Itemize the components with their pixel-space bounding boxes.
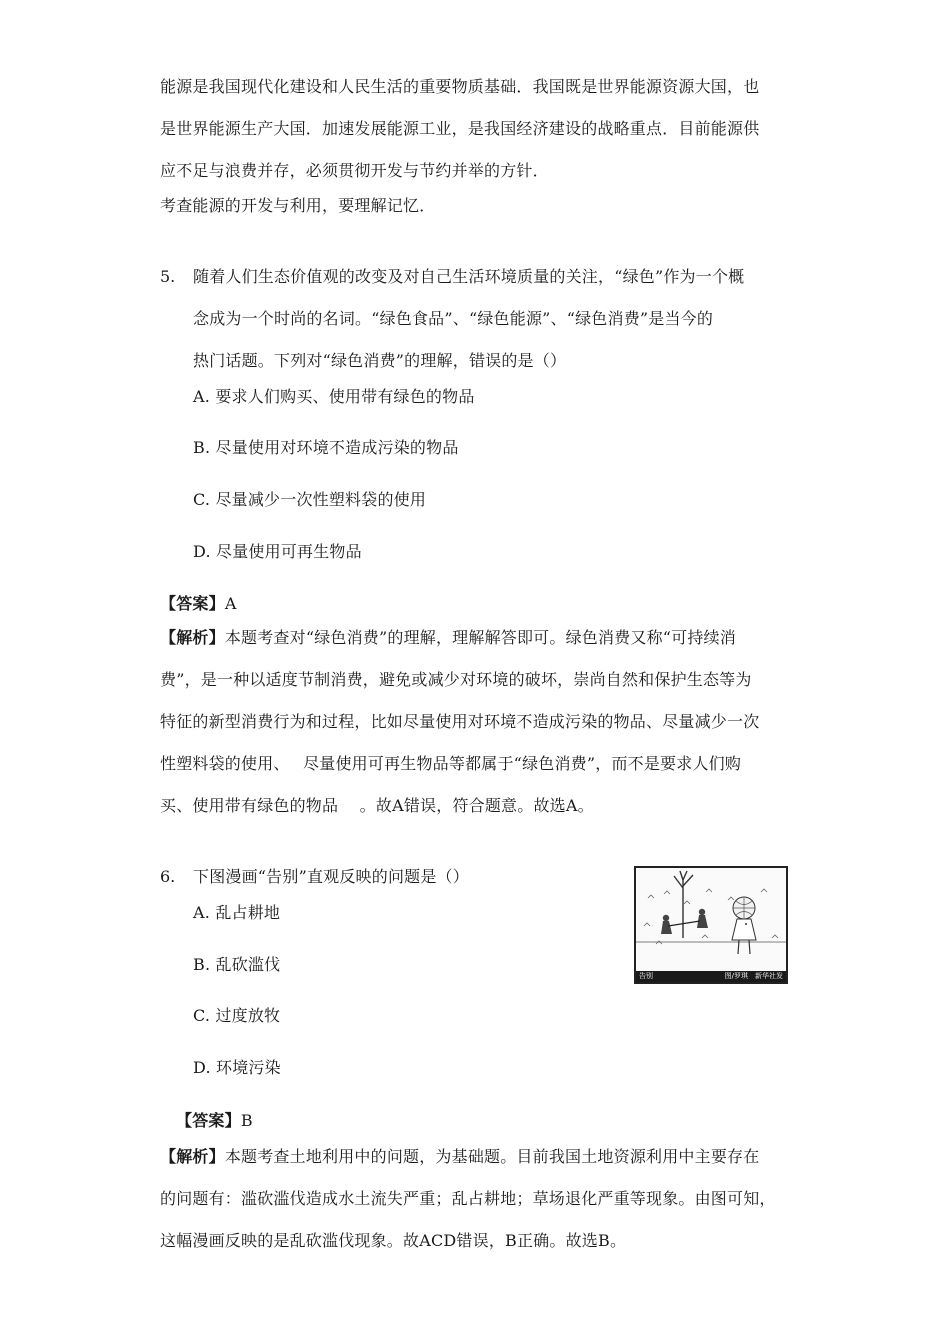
- intro-line-4: 考查能源的开发与利用，要理解记忆．: [160, 196, 436, 215]
- question-5-analysis-line-2: 费”，是一种以适度节制消费，避免或减少对环境的破坏，崇尚自然和保护生态等为: [160, 670, 752, 689]
- analysis-text: 本题考查对“绿色消费”的理解，理解解答即可。绿色消费又称“可持续消: [224, 628, 736, 647]
- question-5-option-c: C. 尽量减少一次性塑料袋的使用: [193, 490, 427, 509]
- question-6-stem: 下图漫画“告别”直观反映的问题是（）: [193, 867, 469, 886]
- question-5-analysis-line-5: 买、使用带有绿色的物品 。故A错误，符合题意。故选A。: [160, 796, 594, 815]
- question-5-option-b: B. 尽量使用对环境不造成污染的物品: [193, 438, 459, 457]
- answer-label: 【答案】: [160, 594, 225, 613]
- intro-line-1: 能源是我国现代化建设和人民生活的重要物质基础．我国既是世界能源资源大国，也: [160, 77, 760, 96]
- question-6-option-b: B. 乱砍滥伐: [193, 955, 281, 974]
- analysis-label: 【解析】: [160, 1147, 225, 1166]
- question-6-number: 6.: [160, 867, 176, 886]
- intro-line-2: 是世界能源生产大国．加速发展能源工业，是我国经济建设的战略重点．目前能源供: [160, 119, 760, 138]
- question-5-analysis-line-3: 特征的新型消费行为和过程，比如尽量使用对环境不造成污染的物品、尽量减少一次: [160, 712, 760, 731]
- answer-value: B: [240, 1111, 253, 1130]
- analysis-label: 【解析】: [160, 628, 225, 647]
- question-6-answer: [176, 1111, 253, 1131]
- question-6-analysis-line-2: 的问题有：滥砍滥伐造成水土流失严重；乱占耕地；草场退化严重等现象。由图可知，: [160, 1189, 776, 1208]
- question-6-analysis-line-3: 这幅漫画反映的是乱砍滥伐现象。故ACD错误，B正确。故选B。: [160, 1231, 627, 1250]
- intro-line-3: 应不足与浪费并存，必须贯彻开发与节约并举的方针．: [160, 161, 549, 180]
- cartoon-caption-credit: 图/罗琪 新华社发: [724, 972, 783, 980]
- cartoon-caption-bar: [636, 971, 786, 982]
- question-5-analysis-line-4: 性塑料袋的使用、 尽量使用可再生物品等都属于“绿色消费”，而不是要求人们购: [160, 754, 742, 773]
- question-5-answer: [160, 594, 237, 614]
- question-6-analysis-line-1: [160, 1147, 759, 1167]
- question-5-analysis-line-1: [160, 628, 736, 648]
- question-5-stem-line-1: 随着人们生态价值观的改变及对自己生活环境质量的关注，“绿色”作为一个概: [193, 267, 745, 286]
- question-6-option-d: D. 环境污染: [193, 1058, 281, 1077]
- question-6-option-a: A. 乱占耕地: [193, 903, 281, 922]
- farewell-cartoon: [634, 866, 788, 984]
- answer-value: A: [224, 594, 237, 613]
- question-6-option-c: C. 过度放牧: [193, 1006, 281, 1025]
- question-5-option-d: D. 尽量使用可再生物品: [193, 542, 362, 561]
- question-5-option-a: A. 要求人们购买、使用带有绿色的物品: [193, 387, 475, 406]
- cartoon-drawing: [636, 868, 786, 971]
- question-5-stem-line-3: 热门话题。下列对“绿色消费”的理解，错误的是（）: [193, 351, 567, 370]
- question-5-number: 5.: [160, 267, 176, 286]
- answer-label: 【答案】: [176, 1111, 241, 1130]
- question-5-stem-line-2: 念成为一个时尚的名词。“绿色食品”、“绿色能源”、“绿色消费”是当今的: [193, 309, 714, 328]
- cartoon-caption-title: 告别: [639, 972, 653, 980]
- analysis-text: 本题考查土地利用中的问题，为基础题。目前我国土地资源利用中主要存在: [224, 1147, 760, 1166]
